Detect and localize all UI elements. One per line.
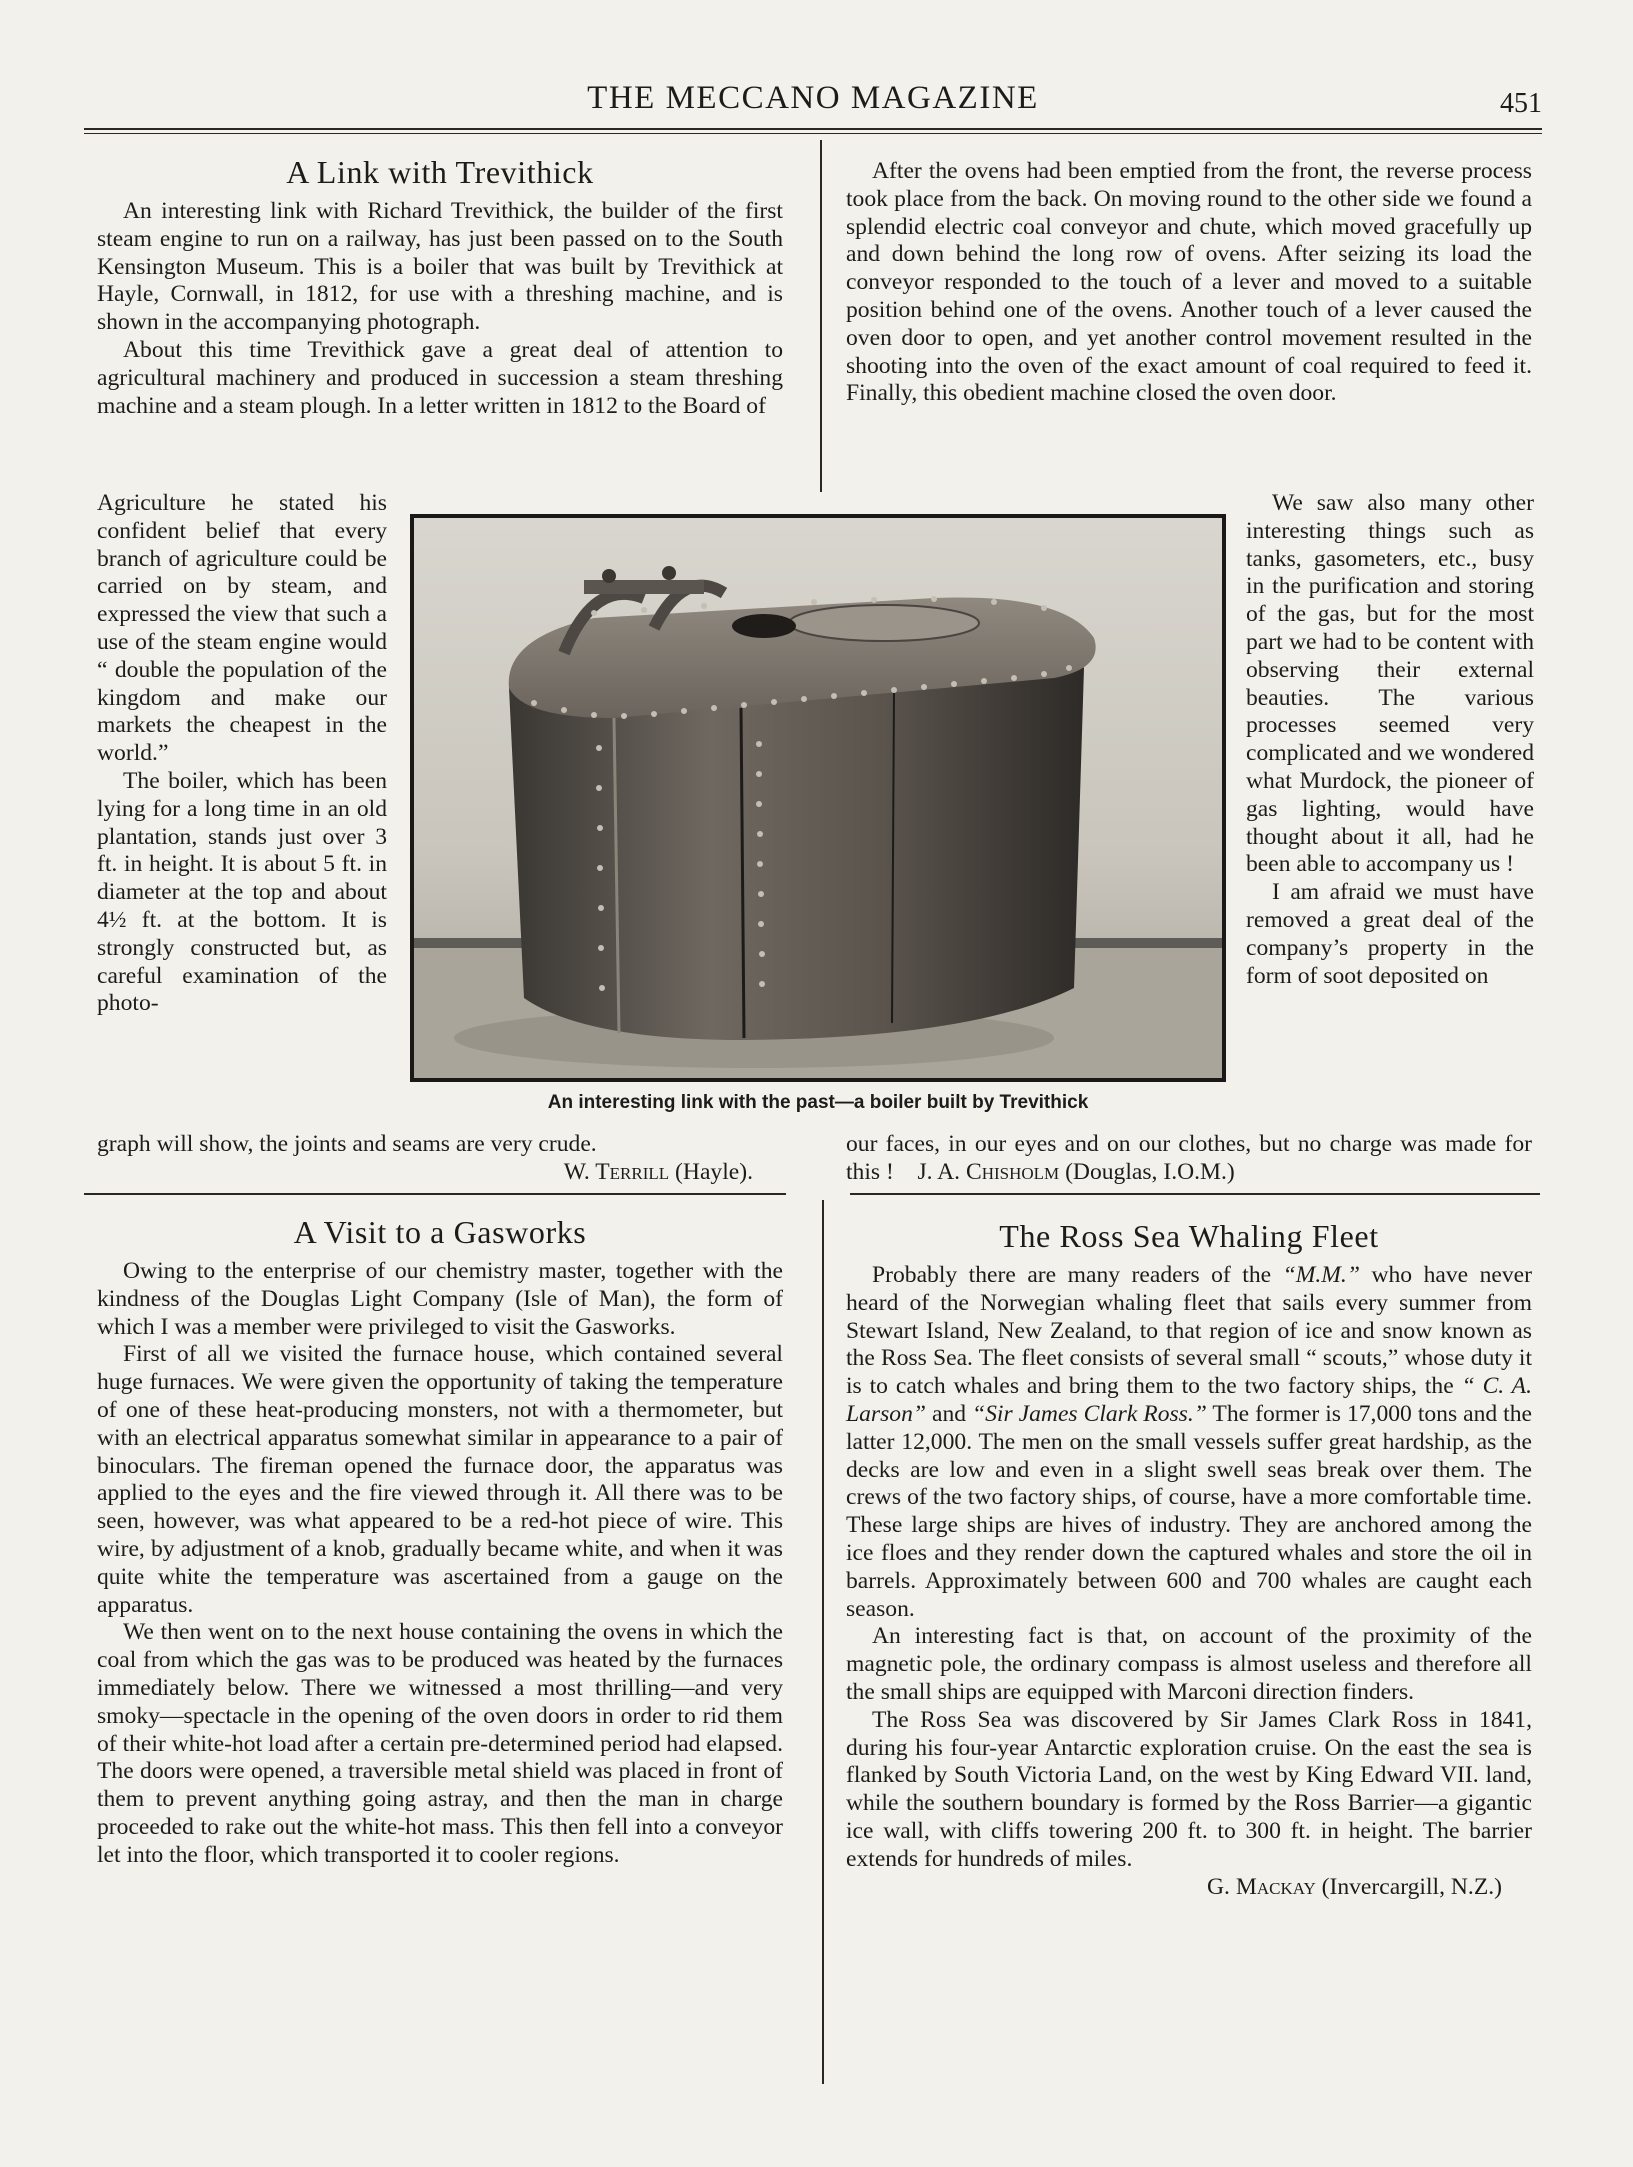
header-rule xyxy=(84,128,1542,134)
gasworks-ending xyxy=(846,1131,1532,1187)
gasworks-article xyxy=(97,1212,783,1870)
whaling-article xyxy=(846,1216,1532,1901)
trevithick-wrap-column xyxy=(97,490,387,1018)
section-rule-right xyxy=(850,1193,1540,1195)
trevithick-ending xyxy=(97,1131,783,1187)
column-divider-lower xyxy=(822,1200,824,2084)
trevithick-signature xyxy=(97,1159,783,1187)
gasworks-paragraph-3: We then went on to the next house containing the ovens in which the coal from which the gas was to be produced was heated by the furnaces immediately below. There we witnessed a most thrilling—and very smoky—spectacle in the opening of the oven doors in order to rid them of their white-hot load after a certain pre-determined period had elapsed. The doors were opened, a traversible metal shield was placed in front of them to prevent anything going astray, and then the man in charge proceeded to rake out the white-hot mass. This then fell into a conveyor let into the floor, which transported it to cooler regions. xyxy=(97,1619,783,1868)
gasworks-title: A Visit to a Gasworks xyxy=(293,1214,587,1250)
gasworks-author: J. A. Chisholm xyxy=(917,1158,1060,1185)
boiler-photograph xyxy=(410,514,1226,1082)
gasworks-paragraph-6a: I am afraid we must have removed a great deal of the company’s property in the form of soot deposited on xyxy=(1246,879,1534,989)
page-number: 451 xyxy=(1500,88,1542,119)
whaling-paragraph-3: The Ross Sea was discovered by Sir James Clark Ross in 1841, during his four-year Antarctic exploration cruise. On the east the sea is flanked by South Victoria Land, on the west by King Edward VII. land, while the southern boundary is formed by the Ross Barrier—a gigantic ice wall, with cliffs towering 200 ft. to 300 ft. in height. The barrier extends for hundreds of miles. xyxy=(846,1706,1532,1872)
magazine-title: THE MECCANO MAGAZINE xyxy=(587,80,1039,116)
whaling-signature xyxy=(846,1874,1532,1902)
boiler-image xyxy=(414,518,1222,1078)
section-rule-left xyxy=(84,1193,786,1195)
trevithick-author: W. Terrill xyxy=(563,1158,670,1185)
gasworks-paragraph-4: After the ovens had been emptied from the front, the reverse process took place from the back. On moving round to the other side we found a splendid electric coal conveyor and chute, which moved gracefully up and down behind the long row of ovens. After seizing its load the conveyor responded to the touch of a lever and moved to a suitable position behind one of the ovens. Another touch of a lever caused the oven door to open, and yet another control movement resulted in the shooting into the oven of the exact amount of coal required to feed it. Finally, this obedient machine closed the oven door. xyxy=(846,158,1532,407)
gasworks-wrap-column xyxy=(1246,490,1534,990)
whaling-title: The Ross Sea Whaling Fleet xyxy=(999,1218,1379,1254)
whaling-paragraph-1 xyxy=(846,1262,1532,1623)
gasworks-paragraph-2: First of all we visited the furnace house, which contained several huge furnaces. We were given the opportunity of taking the temperature of one of these heat-producing monsters, not with a thermometer, but with an electrical apparatus somewhat similar in appearance to a pair of binoculars. The fireman opened the furnace door, the apparatus was applied to the eyes and the fire viewed through it. All there was to be seen, however, was what appeared to be a red-hot piece of wire. This wire, by adjustment of a knob, gradually became white, and when it was quite white the temperature was ascertained from a gauge on the apparatus. xyxy=(97,1341,783,1618)
whaling-author: G. Mackay xyxy=(1207,1873,1316,1900)
ship-name-ross: “Sir James Clark Ross.” xyxy=(972,1400,1207,1427)
whaling-p1-mid: who have never heard of the Norwegian whaling fleet that sails every summer from Stewart Island, New Zealand, to that region of ice and snow known as the Ross Sea. The fleet consists of several small “ scouts,” whose duty it is to catch whales and bring them to the two factory ships, the xyxy=(846,1262,1532,1400)
trevithick-paragraph-1: An interesting link with Richard Trevithick, the builder of the first steam engine to run on a railway, has just been passed on to the South Kensington Museum. This is a boiler that was built by Trevithick at Hayle, Cornwall, in 1812, for use with a threshing machine, and is shown in the accompanying photograph. xyxy=(97,198,783,336)
trevithick-paragraph-3a: The boiler, which has been lying for a long time in an old plantation, stands just over 3 ft. in height. It is about 5 ft. in diameter at the top and about 4½ ft. at the bottom. It is strongly constructed but, as careful examination of the photo- xyxy=(97,767,387,1017)
whaling-p1-post: The former is 17,000 tons and the latter 12,000. The men on the small vessels suffer great hardship, as the decks are low and even in a slight swell seas break over them. The crews of the two factory ships, of course, have a more comfortable time. These large ships are hives of industry. They are anchored among the ice floes and they render down the captured whales and store the oil in barrels. Approximately between 600 and 700 whales are caught each season. xyxy=(846,1400,1532,1622)
whaling-author-place: (Invercargill, N.Z.) xyxy=(1321,1873,1502,1900)
gasworks-paragraph-1: Owing to the enterprise of our chemistry master, together with the kindness of the Douglas Light Company (Isle of Man), the form of which I was a member were privileged to visit the Gasworks. xyxy=(97,1258,783,1340)
masthead xyxy=(84,80,1542,124)
trevithick-article xyxy=(97,152,783,420)
ship-name-larson: “ C. A. Larson” xyxy=(846,1373,1532,1427)
gasworks-author-place: (Douglas, I.O.M.) xyxy=(1065,1158,1235,1185)
trevithick-paragraph-2b: Agriculture he stated his confident belief that every branch of agriculture could be carried on by steam, and expressed the view that such a use of the steam engine would “ double the population of the kingdom and make our markets the cheapest in the world.” xyxy=(97,490,387,767)
trevithick-paragraph-3b: graph will show, the joints and seams are very crude. xyxy=(97,1131,597,1157)
whaling-paragraph-2: An interesting fact is that, on account of the proximity of the magnetic pole, the ordinary compass is almost useless and therefore all the small ships are equipped with Marconi direction finders. xyxy=(846,1623,1532,1705)
column-divider-upper xyxy=(820,140,822,492)
trevithick-paragraph-2a: About this time Trevithick gave a great deal of attention to agricultural machinery and produced in succession a steam threshing machine and a steam plough. In a letter written in 1812 to the Board of xyxy=(97,336,783,419)
gasworks-continuation xyxy=(846,158,1532,408)
gasworks-paragraph-5: We saw also many other interesting things such as tanks, gasometers, etc., busy in the purification and storing of the gas, but for the most part we had to be content with observing their external beauties. The various processes seemed very complicated and we wondered what Murdock, the pioneer of gas lighting, would have thought about it all, had he been able to accompany us ! xyxy=(1246,490,1534,878)
trevithick-title: A Link with Trevithick xyxy=(286,154,594,190)
whaling-p1-and: and xyxy=(926,1400,973,1427)
trevithick-author-place: (Hayle). xyxy=(675,1158,753,1185)
mm-abbrev: “M.M.” xyxy=(1282,1262,1360,1288)
gasworks-paragraph-6b-wrap xyxy=(846,1131,1532,1187)
whaling-p1-pre: Probably there are many readers of the xyxy=(872,1262,1283,1288)
photo-caption: An interesting link with the past—a boiler built by Trevithick xyxy=(547,1092,1089,1113)
gasworks-paragraph-6b: our faces, in our eyes and on our clothes, but no charge was made for this ! xyxy=(846,1131,1532,1185)
